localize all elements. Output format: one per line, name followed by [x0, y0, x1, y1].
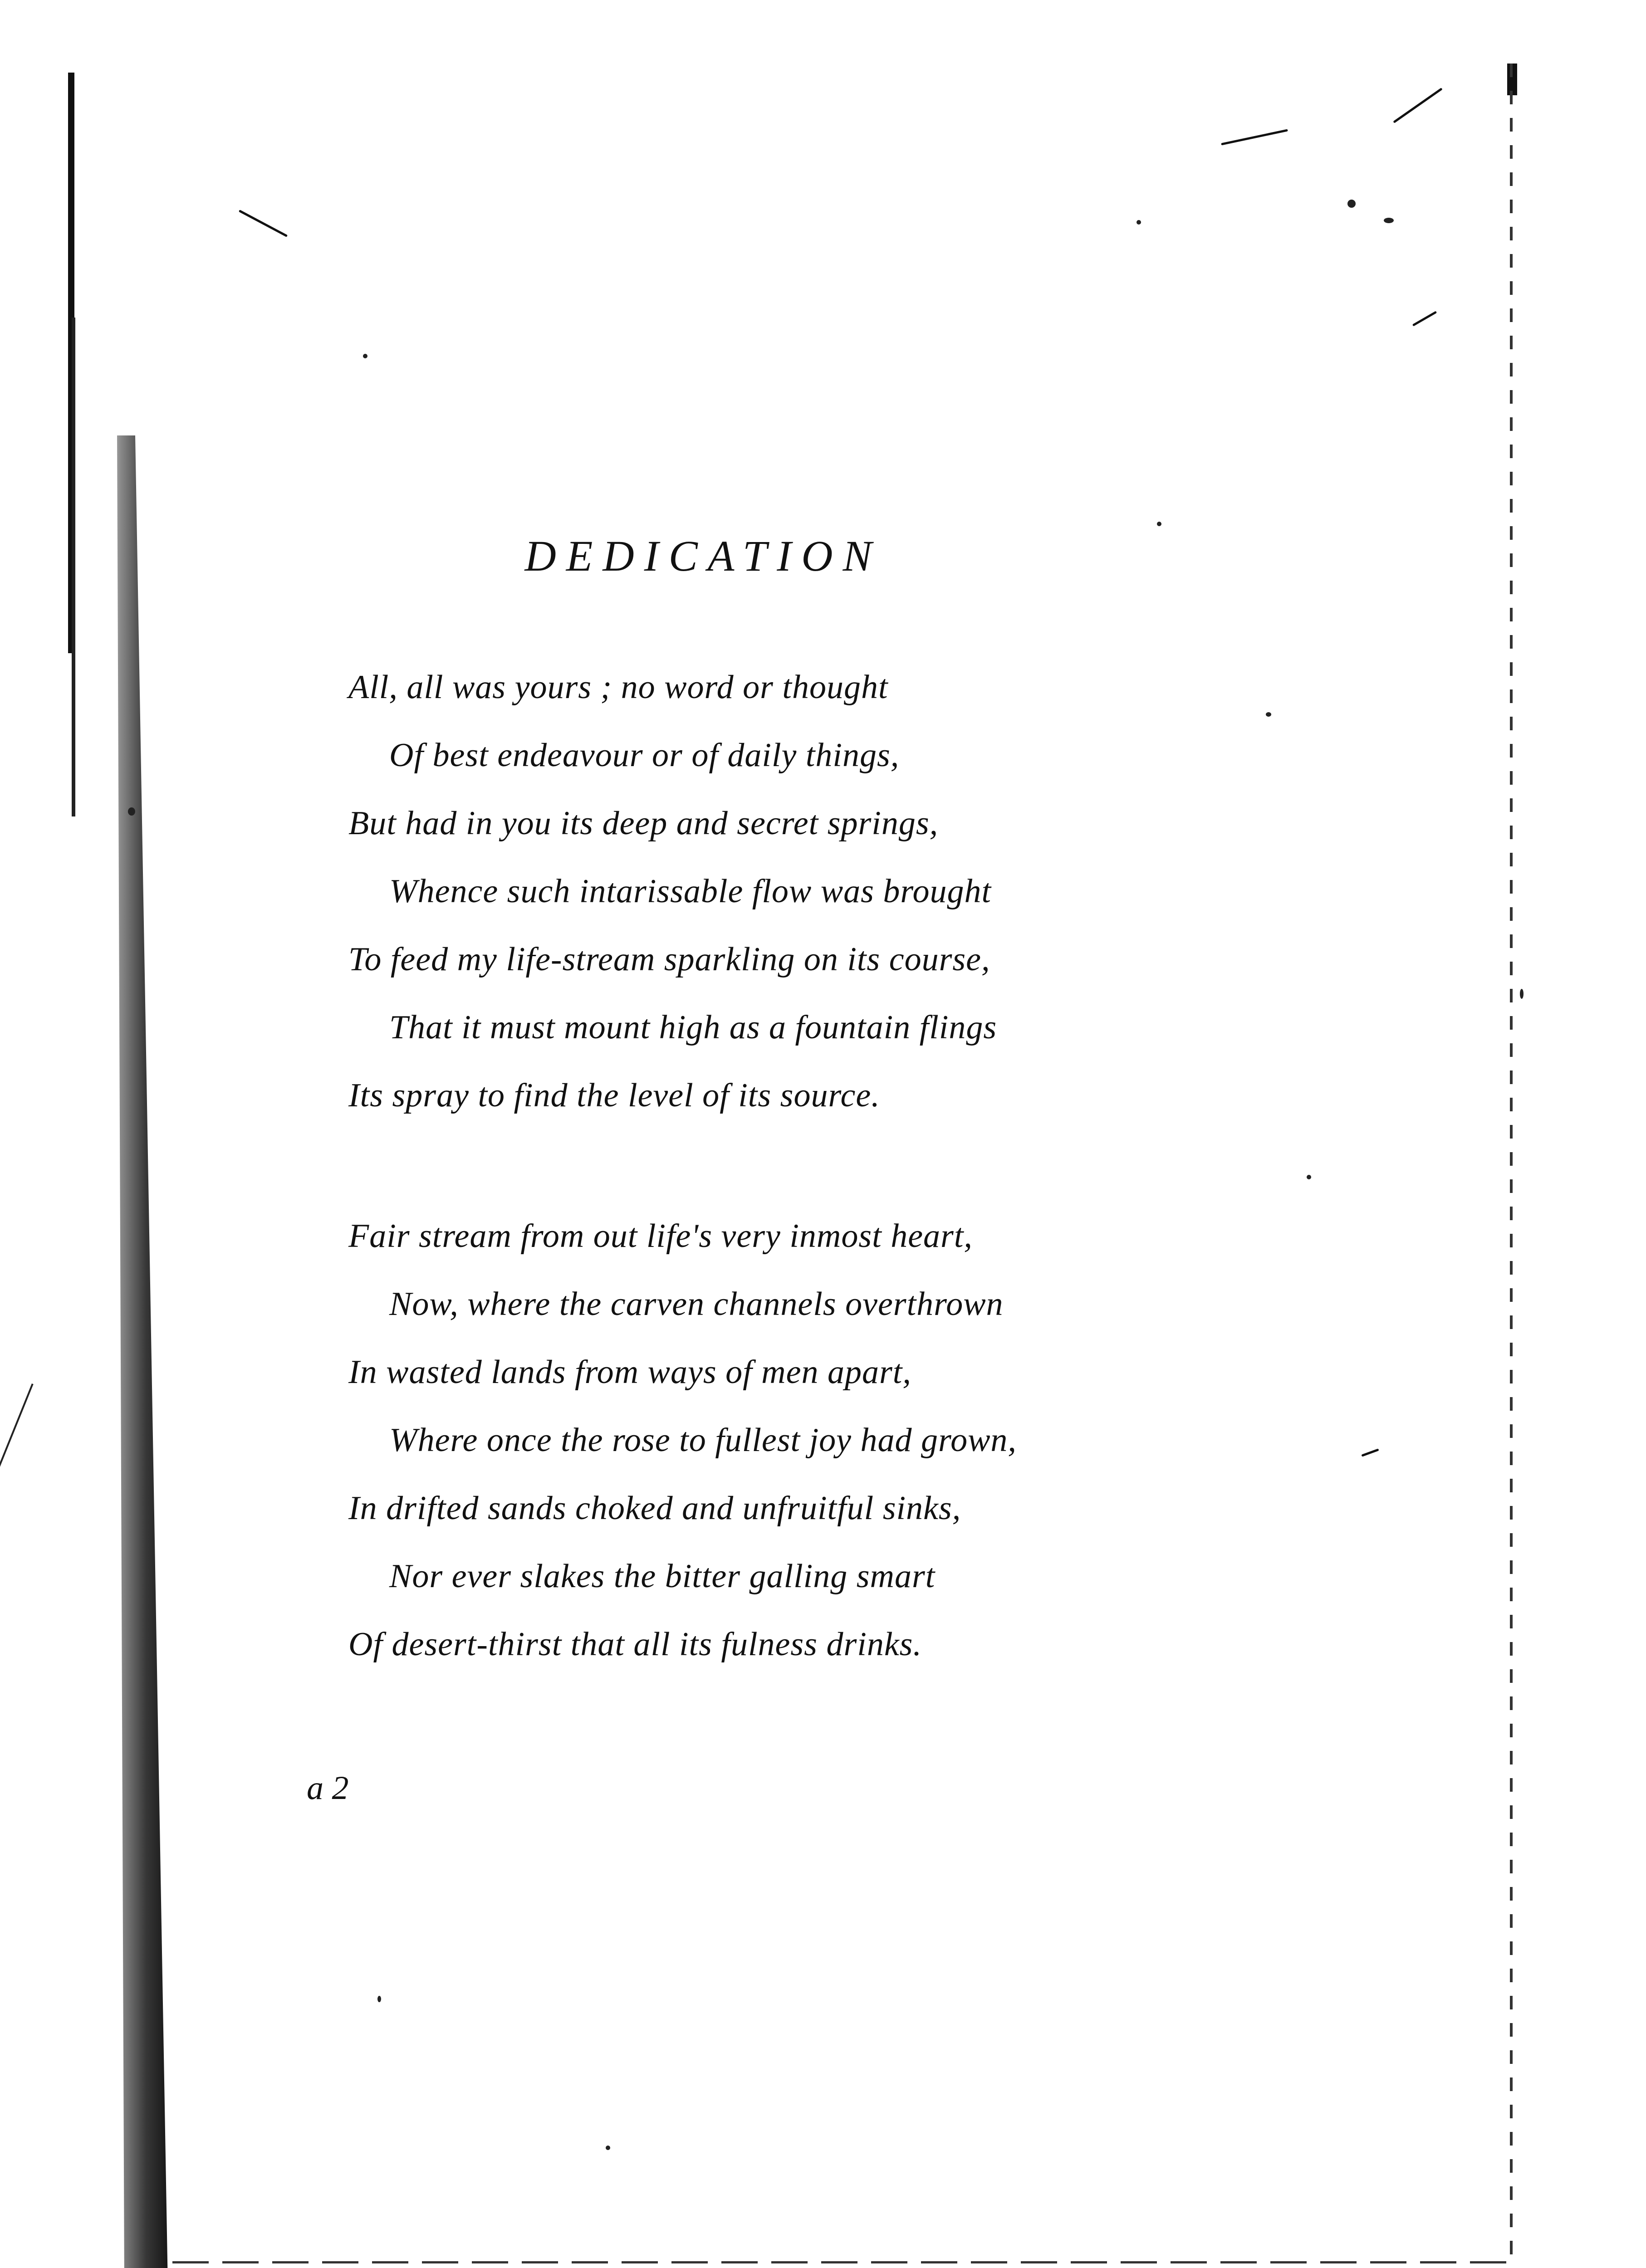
verse-line: Fair stream from out life's very inmost heart, — [348, 1217, 973, 1255]
verse-line: But had in you its deep and secret springs, — [348, 805, 939, 842]
scan-speck — [1157, 522, 1161, 526]
verse-line: Now, where the carven channels overthrown — [389, 1286, 1004, 1323]
stanza-2 — [348, 1202, 1017, 1678]
verse-line: Nor ever slakes the bitter galling smart — [389, 1558, 936, 1595]
scan-speck — [377, 1996, 381, 2002]
verse-line: Where once the rose to fullest joy had grown, — [389, 1422, 1017, 1459]
verse-line: In drifted sands choked and unfruitful sinks, — [348, 1490, 961, 1527]
bottom-frame-edge — [172, 2261, 1515, 2263]
page-title: DEDICATION — [524, 532, 882, 580]
right-frame-edge — [1510, 64, 1513, 2259]
verse-line: In wasted lands from ways of men apart, — [348, 1354, 911, 1391]
signature-mark: a 2 — [307, 1769, 349, 1807]
binding-gutter-shadow — [95, 435, 168, 2268]
scan-speck — [1137, 220, 1141, 225]
scan-speck — [363, 354, 367, 358]
verse-line: Its spray to find the level of its source. — [348, 1077, 880, 1114]
scan-speck — [1520, 989, 1524, 999]
ink-stroke-mark — [1221, 129, 1288, 145]
scan-speck — [1347, 200, 1356, 208]
verse-line: Of best endeavour or of daily things, — [389, 737, 900, 774]
verse-line: To feed my life-stream sparkling on its course, — [348, 941, 990, 978]
scan-speck — [606, 2146, 610, 2150]
scan-scratch-mark — [0, 1383, 34, 1620]
verse-line: Whence such intarissable flow was brought — [389, 873, 992, 910]
ink-stroke-mark — [1393, 88, 1442, 123]
ink-stroke-mark — [239, 210, 288, 237]
verse-line: All, all was yours ; no word or thought — [348, 669, 888, 706]
scan-speck — [1384, 218, 1394, 223]
ink-stroke-mark — [1412, 311, 1437, 326]
scan-speck — [1307, 1175, 1311, 1179]
verse-line: That it must mount high as a fountain flings — [389, 1009, 997, 1046]
verse-line: Of desert-thirst that all its fulness drinks. — [348, 1626, 922, 1663]
stanza-1 — [348, 653, 997, 1129]
scan-speck — [128, 807, 135, 816]
ink-stroke-mark — [1361, 1448, 1379, 1457]
scan-speck — [1266, 712, 1271, 717]
